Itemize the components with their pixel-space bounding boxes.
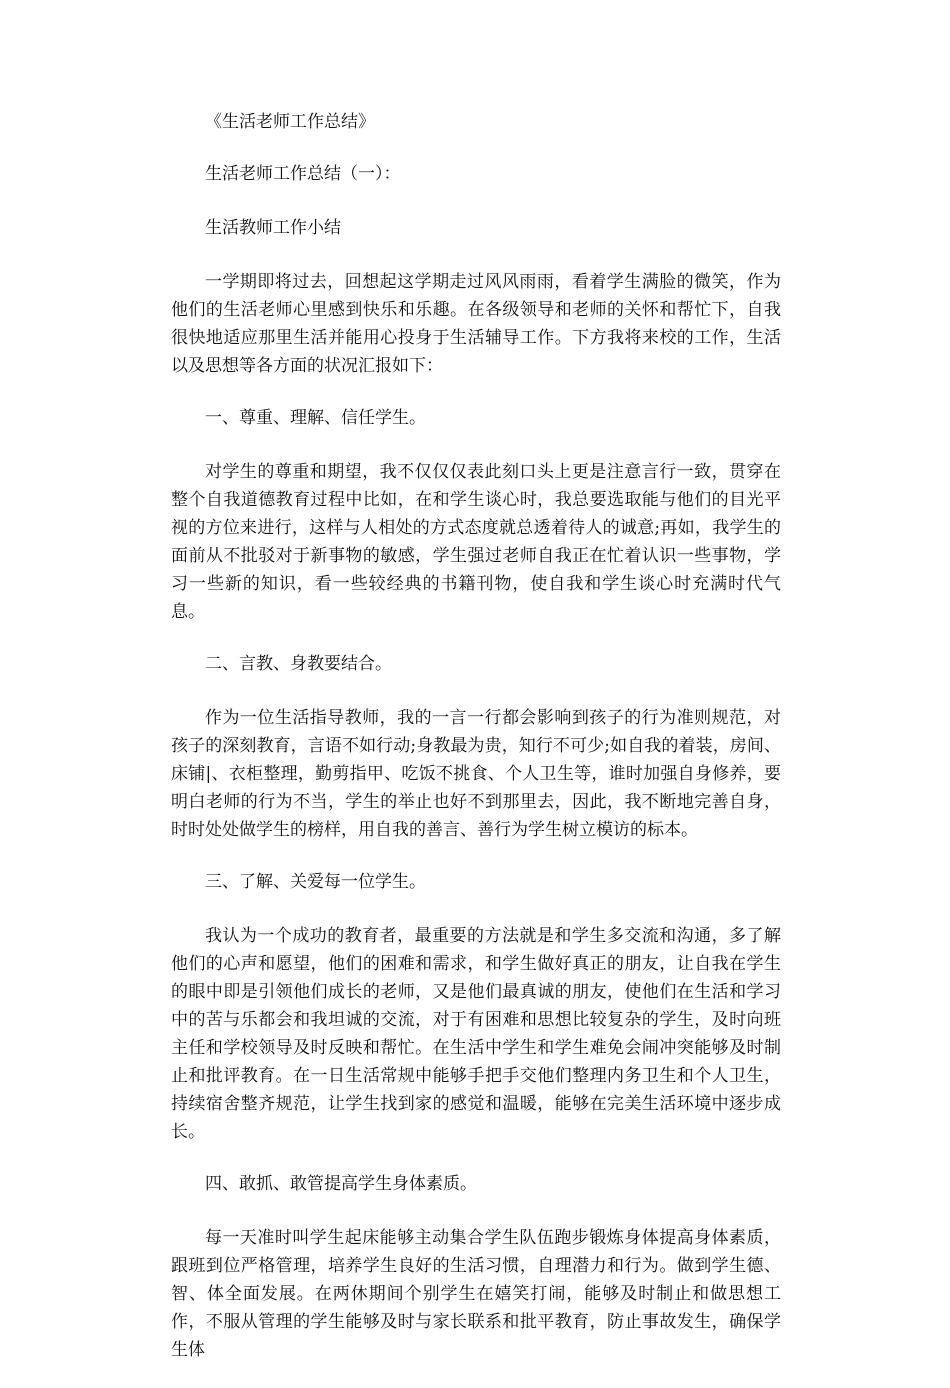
document-page	[171, 108, 781, 1388]
document-subtitle-2: 生活教师工作小结	[205, 218, 341, 238]
document-subtitle-1: 生活老师工作总结（一）：	[205, 164, 401, 184]
document-title: 《生活老师工作总结》	[205, 112, 375, 132]
section-heading: 三、了解、关爱每一位学生。	[205, 872, 426, 892]
section-paragraph: 对学生的尊重和期望，我不仅仅仅表此刻口头上更是注意言行一致，贯穿在整个自我道德教育过程中比如，在和学生谈心时，我总要选取能与他们的目光平视的方位来进行，这样与人相处的方式态度就总透着待人的诚意;再如，我学生的面前从不批驳对于新事物的敏感，学生强过老师自我正在忙着认识一些事物，学习一些新的知识，看一些较经典的书籍刊物，使自我和学生谈心时充满时代气息。	[171, 462, 781, 622]
intro-paragraph: 一学期即将过去，回想起这学期走过风风雨雨，看着学生满脸的微笑，作为他们的生活老师心里感到快乐和乐趣。在各级领导和老师的关怀和帮忙下，自我很快地适应那里生活并能用心投身于生活辅导工作。下方我将来校的工作，生活以及思想等各方面的状况汇报如下：	[171, 272, 781, 376]
section-paragraph: 作为一位生活指导教师，我的一言一行都会影响到孩子的行为准则规范，对孩子的深刻教育，言语不如行动;身教最为贵，知行不可少;如自我的着装，房间、床铺|、衣柜整理，勤剪指甲、吃饭不挑食、个人卫生等，谁时加强自身修养，要明白老师的行为不当，学生的举止也好不到那里去，因此，我不断地完善自身，时时处处做学生的榜样，用自我的善言、善行为学生树立模访的标本。	[171, 708, 781, 840]
section-paragraph: 我认为一个成功的教育者，最重要的方法就是和学生多交流和沟通，多了解他们的心声和愿望，他们的困难和需求，和学生做好真正的朋友，让自我在学生的眼中即是引领他们成长的老师，又是他们最真诚的朋友，使他们在生活和学习中的苦与乐都会和我坦诚的交流，对于有困难和思想比较复杂的学生，及时向班主任和学校领导及时反映和帮忙。在生活中学生和学生难免会闹冲突能够及时制止和批评教育。在一日生活常规中能够手把手交他们整理内务卫生和个人卫生，持续宿舍整齐规范，让学生找到家的感觉和温暖，能够在完美生活环境中逐步成长。	[171, 926, 781, 1142]
section-paragraph: 每一天准时叫学生起床能够主动集合学生队伍跑步锻炼身体提高身体素质，跟班到位严格管理，培养学生良好的生活习惯，自理潜力和行为。做到学生德、智、体全面发展。在两休期间个别学生在嬉笑打闹，能够及时制止和做思想工作，不服从管理的学生能够及时与家长联系和批平教育，防止事故发生，确保学生体	[171, 1228, 781, 1360]
section-heading: 一、尊重、理解、信任学生。	[205, 408, 426, 428]
section-heading: 二、言教、身教要结合。	[205, 654, 392, 674]
section-heading: 四、敢抓、敢管提高学生身体素质。	[205, 1174, 477, 1194]
